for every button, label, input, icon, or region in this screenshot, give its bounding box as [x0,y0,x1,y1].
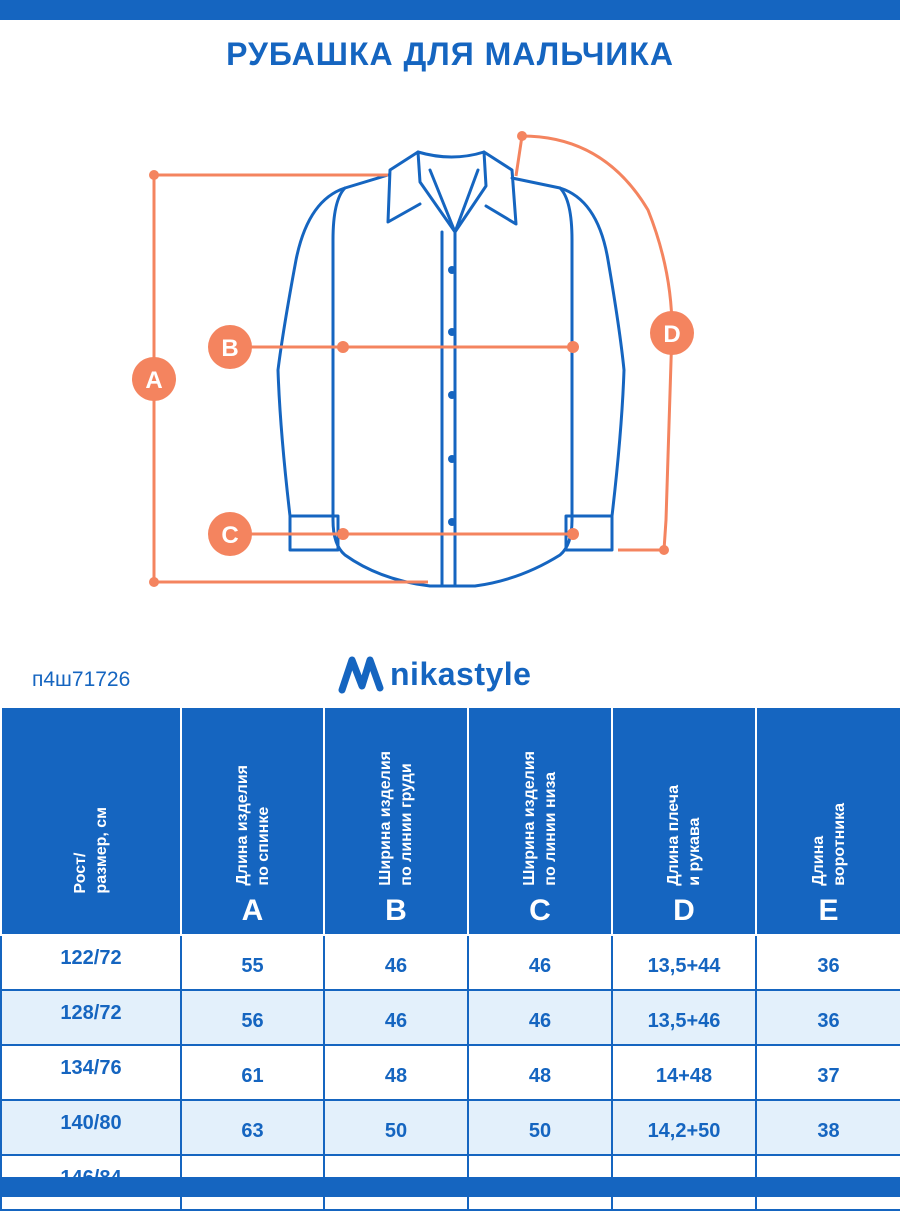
table-cell: 46 [324,935,468,990]
table-cell: 14+48 [612,1045,756,1100]
header-letter: B [385,894,407,927]
header-label: Длина изделия по спинке [233,765,272,886]
table-row [1,1045,900,1100]
marker-c [208,512,252,556]
marker-d [650,311,694,355]
table-cell: 14,2+50 [612,1100,756,1155]
table-cell: 13,5+44 [612,935,756,990]
marker-b [208,325,252,369]
page-title: РУБАШКА ДЛЯ МАЛЬЧИКА [226,36,674,72]
marker-c-label: C [221,522,239,549]
article-number: п4ш71726 [32,668,131,691]
table-cell: 134/76 [1,1045,181,1100]
table-cell: 46 [468,935,612,990]
header-letter: C [529,894,551,927]
table-cell: 140/80 [1,1100,181,1155]
marker-b-label: B [221,335,239,362]
table-cell: 55 [181,935,324,990]
header-label: Длина плеча и рукава [665,785,703,886]
header-letter: E [818,894,839,927]
table-cell: 13,5+46 [612,990,756,1045]
table-cell: 46 [324,990,468,1045]
header-label: Ширина изделия по линии груди [377,751,415,886]
marker-d-label: D [663,321,681,348]
table-cell: 36 [756,990,900,1045]
table-cell: 50 [324,1100,468,1155]
table-row [1,1100,900,1155]
table-cell: 50 [468,1100,612,1155]
header-size [1,707,181,935]
size-table [0,706,900,1211]
header-label: Длина воротника [809,803,848,886]
table-cell: 36 [756,935,900,990]
table-cell: 48 [324,1045,468,1100]
bottom-bar [0,1177,900,1197]
header-c [468,707,612,935]
brand-name: nikastyle [390,655,532,692]
table-cell: 48 [468,1045,612,1100]
header-e [756,707,900,935]
header-a [181,707,324,935]
marker-a [132,357,176,401]
header-b [324,707,468,935]
table-row [1,990,900,1045]
header-letter: A [241,894,264,927]
header-letter: D [673,894,695,927]
header-label: Ширина изделия по линии низа [521,751,559,886]
nikastyle-logo-icon [338,654,384,694]
table-cell: 46 [468,990,612,1045]
brand-logo [338,650,531,698]
table-header-row [1,707,900,935]
table-cell: 56 [181,990,324,1045]
header-label: Рост/ размер, см [72,807,110,894]
table-cell: 122/72 [1,935,181,990]
table-cell: 128/72 [1,990,181,1045]
table-cell: 63 [181,1100,324,1155]
table-cell: 61 [181,1045,324,1100]
top-bar [0,0,900,20]
table-cell: 37 [756,1045,900,1100]
marker-a-label: A [145,367,163,394]
header-d [612,707,756,935]
shirt-measurement-diagram [0,100,900,620]
table-cell: 38 [756,1100,900,1155]
table-row [1,935,900,990]
